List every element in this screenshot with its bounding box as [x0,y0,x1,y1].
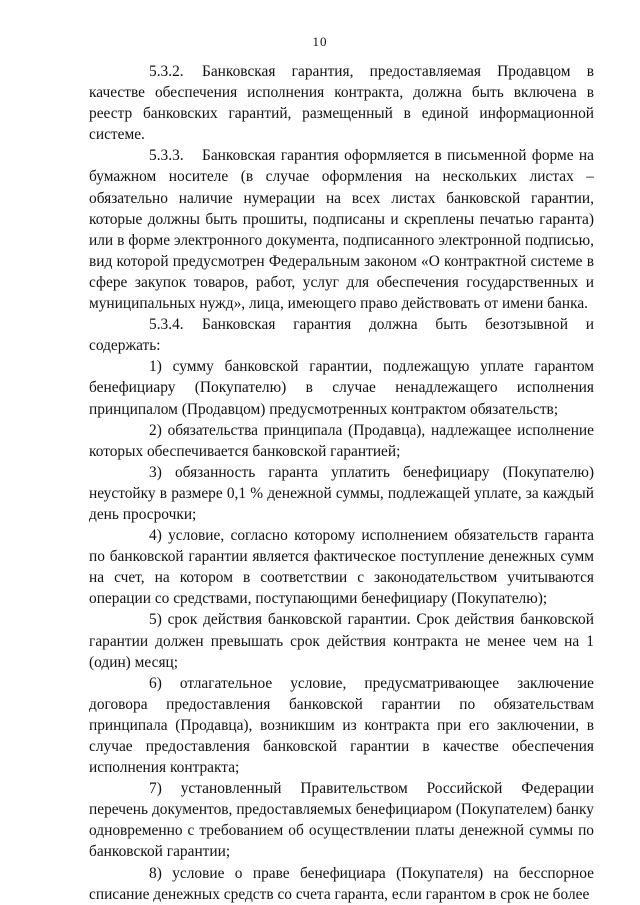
list-item-2: 2) обязательства принципала (Продавца), надлежащее исполнение которых обеспечивается банковской гарантией; [89,421,594,460]
clause-number: 5.3.4. [149,316,184,334]
list-item-4: 4) условие, согласно которому исполнением обязательств гаранта по банковской гарантии является фактическое поступление денежных сумм на счет, на котором в соответствии с законодательством учитываются операции со средствами, поступающими бенефициару (Покупателю); [89,527,594,608]
clause-number: 5.3.3. [149,147,184,165]
clause-text: Банковская гарантия, предоставляемая Продавцом в качестве обеспечения исполнения контракта, должна быть включена в реестр банковских гарантий, размещенный в единой информационной системе. [89,63,594,144]
list-item-6: 6) отлагательное условие, предусматривающее заключение договора предоставления банковской гарантии по обязательствам принципала (Продавца), возникшим из контракта при его заключении, в случае предоставления банковской гарантии в качестве обеспечения исполнения контракта; [89,674,594,777]
clause-5-3-4 [89,314,594,356]
clause-5-3-2 [89,61,594,145]
list-item-8: 8) условие о праве бенефициара (Покупателя) на бесспорное списание денежных средств со счета гаранта, если гарантом в срок не более [89,864,594,903]
page-number: 10 [312,34,328,49]
clause-number: 5.3.2. [149,63,184,80]
clause-text: Банковская гарантия должна быть безотзывной и содержать: [89,316,594,355]
list-item-7: 7) установленный Правительством Российской Федерации перечень документов, предоставляемых бенефициаром (Покупателем) банку одновременно с требованием об осуществлении платы денежной суммы по банковской гарантии; [89,780,594,861]
list-item-5: 5) срок действия банковской гарантии. Срок действия банковской гарантии должен превышать срок действия контракта не менее чем на 1 (один) месяц; [89,611,594,671]
clause-5-3-3 [89,145,594,314]
list-item-1: 1) сумму банковской гарантии, подлежащую уплате гарантом бенефициару (Покупателю) в случае ненадлежащего исполнения принципалом (Продавцом) предусмотренных контрактом обязательств; [89,358,594,418]
clause-text: Банковская гарантия оформляется в письменной форме на бумажном носителе (в случае оформления на нескольких листах – обязательно наличие нумерации на всех листах банковской гарантии, которые должны быть прошиты, подписаны и скреплены печатью гаранта) или в форме электронного документа, подписанного электронной подписью, вид которой предусмотрен Федеральным законом «О контрактной системе в сфере закупок товаров, работ, услуг для обеспечения государственных и муниципальных нужд», лица, имеющего право действовать от имени банка. [89,147,594,313]
list-item-3: 3) обязанность гаранта уплатить бенефициару (Покупателю) неустойку в размере 0,1 % денежной суммы, подлежащей уплате, за каждый день просрочки; [89,463,594,523]
document-body [89,61,594,905]
